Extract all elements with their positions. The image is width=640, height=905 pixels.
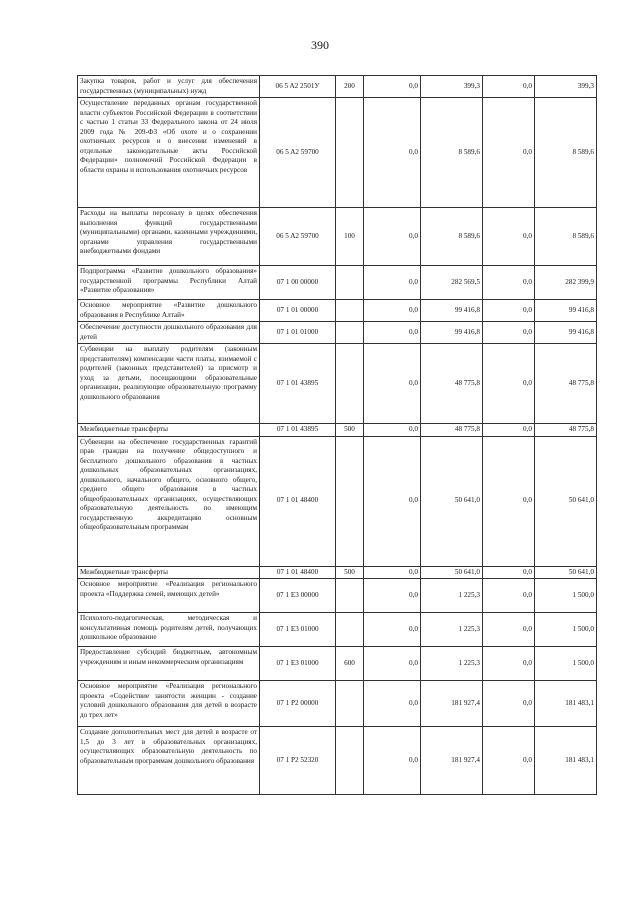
row-value-1: 0,0	[364, 681, 421, 727]
row-code: 07 1 E3 01000	[260, 647, 336, 681]
row-code: 07 1 01 48400	[260, 566, 336, 579]
row-value-2: 48 775,8	[421, 424, 483, 437]
table-row	[78, 322, 597, 344]
row-value-4: 8 589,6	[535, 98, 597, 208]
row-value-1: 0,0	[364, 208, 421, 266]
row-name: Предоставление субсидий бюджетным, автономным учреждениям и иным некоммерческим организациям	[78, 647, 260, 681]
row-expense-type	[336, 579, 364, 613]
row-name: Основное мероприятие «Развитие дошкольного образования в Республике Алтай»	[78, 300, 260, 322]
row-name: Закупка товаров, работ и услуг для обеспечения государственных (муниципальных) нужд	[78, 76, 260, 98]
row-value-1: 0,0	[364, 322, 421, 344]
row-code: 06 5 A2 59700	[260, 208, 336, 266]
row-value-2: 181 927,4	[421, 727, 483, 795]
row-expense-type	[336, 322, 364, 344]
table-row	[78, 613, 597, 647]
row-code: 06 5 A2 2501У	[260, 76, 336, 98]
row-value-2: 99 416,8	[421, 322, 483, 344]
row-name: Межбюджетные трансферты	[78, 424, 260, 437]
row-value-2: 399,3	[421, 76, 483, 98]
row-value-3: 0,0	[483, 76, 535, 98]
row-expense-type	[336, 681, 364, 727]
row-value-4: 99 416,8	[535, 300, 597, 322]
row-value-3: 0,0	[483, 436, 535, 566]
table-row	[78, 681, 597, 727]
row-value-4: 282 399,9	[535, 266, 597, 300]
row-expense-type: 500	[336, 566, 364, 579]
row-name: Подпрограмма «Развитие дошкольного образования» государственной программы Республики Алтай «Развитие образования»	[78, 266, 260, 300]
row-expense-type: 500	[336, 424, 364, 437]
row-value-3: 0,0	[483, 566, 535, 579]
row-name: Осуществление переданных органам государственной власти субъектов Российской Федерации в соответствии с частью 1 статьи 33 Федерального закона от 24 июля 2009 года № 209-ФЗ «Об охоте и о сохранении охотничьих ресурсов и о внесении изменений в отдельные законодательные акты Российской Федерации» полномочий Российской Федерации в области охраны и использования охотничьих ресурсов	[78, 98, 260, 208]
row-name: Межбюджетные трансферты	[78, 566, 260, 579]
row-value-1: 0,0	[364, 98, 421, 208]
row-value-1: 0,0	[364, 566, 421, 579]
row-value-2: 50 641,0	[421, 436, 483, 566]
row-code: 07 1 P2 52320	[260, 727, 336, 795]
row-value-3: 0,0	[483, 424, 535, 437]
row-value-2: 8 589,6	[421, 98, 483, 208]
row-name: Субвенции на выплату родителям (законным представителям) компенсации части платы, взимаемой с родителей (законных представителей) за присмотр и уход за детьми, посещающими образовательные организации, реализующие образовательную программу дошкольного образования	[78, 344, 260, 424]
row-expense-type	[336, 613, 364, 647]
page-number: 390	[311, 38, 329, 52]
row-code: 07 1 P2 00000	[260, 681, 336, 727]
row-code: 07 1 01 48400	[260, 436, 336, 566]
row-value-2: 1 225,3	[421, 613, 483, 647]
row-code: 07 1 01 01000	[260, 322, 336, 344]
row-value-4: 50 641,0	[535, 566, 597, 579]
row-value-2: 282 569,5	[421, 266, 483, 300]
row-expense-type	[336, 300, 364, 322]
row-code: 07 1 01 43895	[260, 424, 336, 437]
row-name: Психолого-педагогическая, методическая и консультативная помощь родителям детей, получающих дошкольное образование	[78, 613, 260, 647]
row-value-2: 99 416,8	[421, 300, 483, 322]
row-value-2: 181 927,4	[421, 681, 483, 727]
row-value-4: 48 775,8	[535, 344, 597, 424]
table-row	[78, 208, 597, 266]
row-value-4: 99 416,8	[535, 322, 597, 344]
row-value-4: 1 500,0	[535, 579, 597, 613]
table-row	[78, 424, 597, 437]
row-expense-type	[336, 98, 364, 208]
row-value-4: 399,3	[535, 76, 597, 98]
row-expense-type: 100	[336, 208, 364, 266]
row-value-3: 0,0	[483, 208, 535, 266]
table-row	[78, 98, 597, 208]
row-value-3: 0,0	[483, 727, 535, 795]
row-value-3: 0,0	[483, 300, 535, 322]
row-name: Основное мероприятие «Реализация регионального проекта «Содействие занятости женщин - создание условий дошкольного образования для детей в возрасте до трех лет»	[78, 681, 260, 727]
row-value-4: 8 589,6	[535, 208, 597, 266]
row-value-4: 181 483,1	[535, 727, 597, 795]
row-name: Обеспечение доступности дошкольного образования для детей	[78, 322, 260, 344]
row-expense-type	[336, 266, 364, 300]
row-value-3: 0,0	[483, 613, 535, 647]
table-row	[78, 579, 597, 613]
row-code: 07 1 E3 00000	[260, 579, 336, 613]
row-value-1: 0,0	[364, 76, 421, 98]
row-value-2: 50 641,0	[421, 566, 483, 579]
row-name: Субвенции на обеспечение государственных гарантий прав граждан на получение общедоступного и бесплатного дошкольного образования в частных дошкольных образовательных организациях, дошкольного, начального общего, основного общего, среднего общего образования в частных общеобразовательных организациях, осуществляющих образовательную деятельность по имеющим государственную аккредитацию основным общеобразовательным программам	[78, 436, 260, 566]
budget-table	[77, 75, 597, 795]
row-value-1: 0,0	[364, 344, 421, 424]
table-row	[78, 727, 597, 795]
row-value-3: 0,0	[483, 681, 535, 727]
row-value-3: 0,0	[483, 266, 535, 300]
row-expense-type: 600	[336, 647, 364, 681]
table-row	[78, 266, 597, 300]
row-value-1: 0,0	[364, 266, 421, 300]
row-value-4: 1 500,0	[535, 613, 597, 647]
table-row	[78, 647, 597, 681]
row-code: 07 1 00 00000	[260, 266, 336, 300]
table-row	[78, 566, 597, 579]
row-name: Основное мероприятие «Реализация регионального проекта «Поддержка семей, имеющих детей»	[78, 579, 260, 613]
row-name: Создание дополнительных мест для детей в возрасте от 1,5 до 3 лет в образовательных организациях, осуществляющих образовательную деятельность по образовательным программам дошкольного образования	[78, 727, 260, 795]
row-value-1: 0,0	[364, 424, 421, 437]
row-value-1: 0,0	[364, 300, 421, 322]
row-value-2: 1 225,3	[421, 579, 483, 613]
row-code: 07 1 E3 01000	[260, 613, 336, 647]
row-name: Расходы на выплаты персоналу в целях обеспечения выполнения функций государственными (муниципальными) органами, казенными учреждениями, органами управления государственными внебюджетными фондами	[78, 208, 260, 266]
row-value-1: 0,0	[364, 613, 421, 647]
row-value-4: 1 500,0	[535, 647, 597, 681]
table-row	[78, 76, 597, 98]
row-code: 07 1 01 00000	[260, 300, 336, 322]
table-row	[78, 300, 597, 322]
row-value-4: 48 775,8	[535, 424, 597, 437]
row-code: 07 1 01 43895	[260, 344, 336, 424]
row-value-3: 0,0	[483, 647, 535, 681]
row-value-3: 0,0	[483, 344, 535, 424]
row-value-1: 0,0	[364, 436, 421, 566]
row-expense-type	[336, 727, 364, 795]
table-row	[78, 344, 597, 424]
row-value-2: 1 225,3	[421, 647, 483, 681]
row-value-2: 48 775,8	[421, 344, 483, 424]
table-row	[78, 436, 597, 566]
row-value-1: 0,0	[364, 647, 421, 681]
row-value-4: 181 483,1	[535, 681, 597, 727]
row-code: 06 5 A2 59700	[260, 98, 336, 208]
row-expense-type	[336, 344, 364, 424]
row-value-3: 0,0	[483, 322, 535, 344]
row-value-4: 50 641,0	[535, 436, 597, 566]
row-value-3: 0,0	[483, 579, 535, 613]
row-value-1: 0,0	[364, 579, 421, 613]
row-value-1: 0,0	[364, 727, 421, 795]
row-value-2: 8 589,6	[421, 208, 483, 266]
row-expense-type	[336, 436, 364, 566]
row-value-3: 0,0	[483, 98, 535, 208]
row-expense-type: 200	[336, 76, 364, 98]
